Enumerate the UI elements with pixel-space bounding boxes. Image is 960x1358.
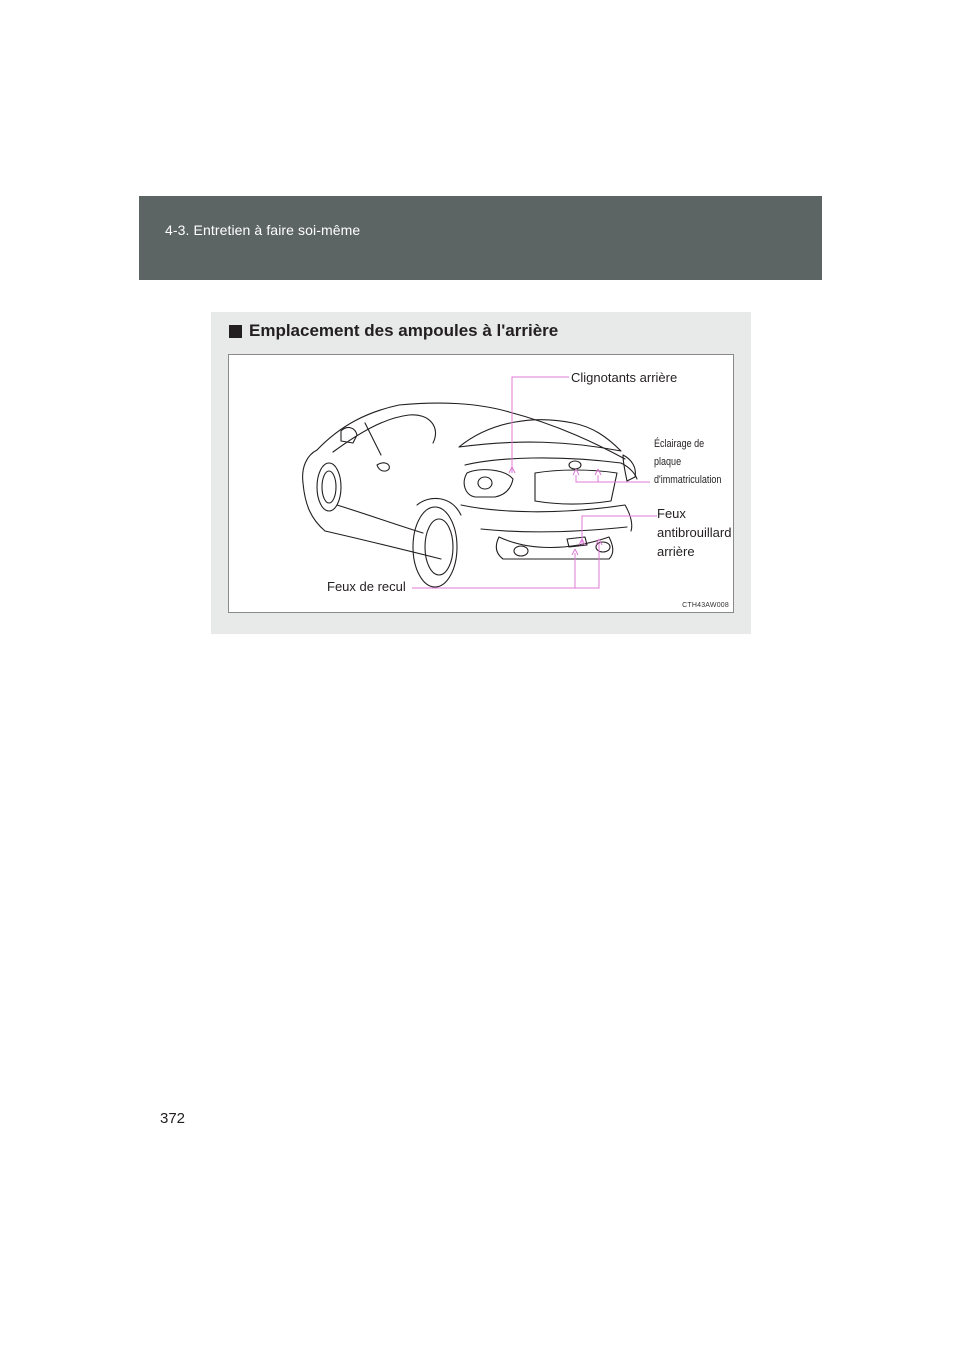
bulb-location-section — [211, 312, 751, 634]
figure-code: CTH43AW008 — [682, 602, 729, 609]
label-plate-light-line1: Éclairage de — [654, 438, 705, 450]
label-fog-line3: arrière — [657, 543, 695, 559]
label-plate-light-line2: plaque — [654, 456, 682, 469]
left-tail-lens — [478, 477, 492, 489]
rear-hub — [425, 519, 453, 575]
side-window — [333, 415, 436, 452]
leader-fog-lights — [582, 516, 657, 545]
side-body-line — [337, 505, 423, 533]
label-fog-line2: antibrouillard — [657, 524, 732, 540]
rear-bumper-top — [461, 505, 632, 531]
right-exhaust — [596, 542, 610, 552]
rear-window — [459, 420, 621, 451]
front-hub — [322, 471, 336, 503]
label-fog-lights — [657, 505, 731, 562]
label-reverse-lights: Feux de recul — [327, 579, 406, 594]
side-emblem — [377, 463, 389, 471]
chapter-header — [139, 196, 822, 280]
leader-reverse-lights — [412, 543, 599, 588]
bumper-line — [481, 527, 627, 532]
label-plate-light-line3: d'immatriculation — [654, 474, 722, 487]
side-sill — [325, 531, 441, 559]
label-fog-line1: Feux — [657, 506, 686, 521]
rear-car-illustration — [228, 354, 734, 613]
window-pillar — [365, 423, 381, 455]
section-heading — [229, 321, 558, 341]
trunk-deck — [465, 458, 637, 479]
label-turn-signals: Clignotants arrière — [571, 370, 678, 385]
roof-outline — [317, 403, 625, 459]
label-plate-light — [654, 435, 721, 489]
page-number: 372 — [160, 1110, 186, 1127]
square-bullet-icon — [229, 325, 242, 338]
section-heading-text: Emplacement des ampoules à l'arrière — [249, 321, 559, 340]
left-exhaust — [514, 546, 528, 556]
chapter-title: 4-3. Entretien à faire soi-même — [165, 222, 361, 238]
rear-emblem — [569, 461, 581, 469]
rear-wheel — [413, 507, 457, 587]
rear-diffuser — [496, 537, 612, 559]
front-wheel — [317, 463, 341, 511]
leader-plate-light-1 — [576, 475, 650, 482]
left-tail-light — [464, 470, 513, 497]
